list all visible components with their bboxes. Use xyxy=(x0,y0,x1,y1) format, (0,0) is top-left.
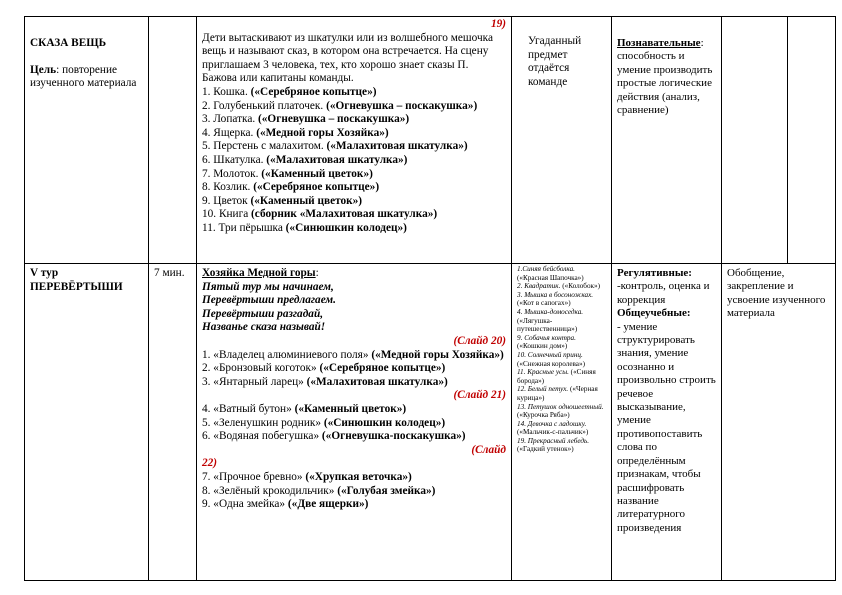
item-answer: («Огневушка – поскакушка») xyxy=(326,99,478,112)
host-label: Хозяйка Медной горы xyxy=(202,267,316,279)
example-answer: («Кот в сапогах») xyxy=(517,299,571,308)
list-item xyxy=(202,471,506,485)
list-item xyxy=(202,100,506,114)
content-cell xyxy=(197,17,512,264)
example-question: 11. Красные усы. xyxy=(517,368,571,377)
item-text: 4. Ящерка. xyxy=(202,126,257,139)
item-text: 11. Три пёрышка xyxy=(202,221,286,234)
uud-desc: : способность и умение производить простые логические действия (анализ, сравнение) xyxy=(617,37,713,117)
time-cell xyxy=(149,264,197,581)
uud-gen-label: Общеучебные: xyxy=(617,307,691,320)
student-cell xyxy=(512,17,612,264)
example-item xyxy=(517,334,606,351)
uud-reg-text: -контроль, оценка и коррекция xyxy=(617,280,710,306)
list-item xyxy=(202,430,506,444)
example-answer: («Красная Шапочка») xyxy=(517,273,584,282)
item-text: 1. Кошка. xyxy=(202,85,251,98)
poem-line: Названье сказа называй! xyxy=(202,321,326,334)
item-text: 6. Шкатулка. xyxy=(202,153,267,166)
list-item xyxy=(202,195,506,209)
example-answer: («Синяя борода») xyxy=(517,368,596,385)
item-text: 9. «Одна змейка» xyxy=(202,498,288,511)
stage-title: СКАЗА ВЕЩЬ xyxy=(30,37,107,49)
example-question: 12. Белый петух. xyxy=(517,385,571,394)
example-answer: («Черная курица») xyxy=(517,385,598,402)
item-answer: («Синюшкин колодец») xyxy=(323,416,446,429)
uud-label: Познавательные xyxy=(617,37,701,49)
example-answer: («Колобок») xyxy=(562,282,601,291)
example-item xyxy=(517,265,606,282)
item-text: 2. Голубенький платочек. xyxy=(202,99,327,112)
example-item xyxy=(517,282,606,291)
list-item xyxy=(202,168,506,182)
list-item xyxy=(202,498,506,512)
item-text: 1. «Владелец алюминиевого поля» xyxy=(202,348,372,361)
item-answer: («Медной горы Хозяйка») xyxy=(371,348,504,361)
item-text: 8. Козлик. xyxy=(202,181,254,194)
uud-text xyxy=(617,37,716,117)
item-answer: («Огневушка – поскакушка») xyxy=(258,113,410,126)
stage-title: ПЕРЕВЁРТЫШИ xyxy=(30,280,123,293)
items-list xyxy=(202,403,506,444)
list-item xyxy=(202,140,506,154)
list-item xyxy=(202,181,506,195)
item-answer: («Малахитовая шкатулка») xyxy=(266,153,408,166)
item-answer: («Серебряное копытце») xyxy=(319,362,446,375)
example-item xyxy=(517,403,606,420)
examples-list xyxy=(517,265,606,454)
slide-label: (Слайд 21) xyxy=(453,389,506,402)
lesson-table xyxy=(24,16,836,581)
item-answer: («Синюшкин колодец») xyxy=(285,221,407,234)
table-row xyxy=(25,17,836,264)
example-answer: («Гадкий утенок») xyxy=(517,445,574,454)
example-question: 13. Петушок одношеетный. xyxy=(517,402,604,411)
items-list xyxy=(202,86,506,236)
example-question: 14. Девочка с ладошку. xyxy=(517,419,587,428)
list-item xyxy=(202,485,506,499)
item-answer: («Медной горы Хозяйка») xyxy=(256,126,389,139)
item-answer: («Каменный цветок») xyxy=(250,194,363,207)
example-question: 10. Солнечный принц. xyxy=(517,350,583,359)
slide-label: (Слайд xyxy=(471,443,506,456)
item-text: 7. Молоток. xyxy=(202,167,262,180)
item-answer: («Хрупкая веточка») xyxy=(305,470,412,483)
list-item xyxy=(202,222,506,236)
item-text: 5. «Зеленушкин родник» xyxy=(202,416,324,429)
empty-cell xyxy=(722,17,788,264)
example-item xyxy=(517,368,606,385)
example-answer: («Кошкин дом») xyxy=(517,342,568,351)
uud-gen-text: - умение структурировать знания, умение осознанно и произвольно строить речевое высказывание, умение противопоставить слова по определённым признакам, чтобы расшифровать название литературного произведения xyxy=(617,320,716,534)
example-question: 4. Мышка-домоседка. xyxy=(517,307,584,316)
example-answer: («Курочка Ряба») xyxy=(517,411,570,420)
poem-line: Пятый тур мы начинаем, xyxy=(202,280,334,293)
list-item xyxy=(202,113,506,127)
item-answer: («Малахитовая шкатулка») xyxy=(326,140,468,153)
example-item xyxy=(517,420,606,437)
item-text: 8. «Зелёный крокодильчик» xyxy=(202,484,338,497)
example-item xyxy=(517,291,606,308)
example-question: 19. Прекрасный лебедь. xyxy=(517,436,590,445)
items-list xyxy=(202,349,506,390)
example-answer: («Мальчик-с-пальчик») xyxy=(517,428,589,437)
list-item xyxy=(202,208,506,222)
example-answer: («Снежная королева») xyxy=(517,359,585,368)
example-question: 1.Синяя бейсболка. xyxy=(517,265,575,273)
item-text: 5. Перстень с малахитом. xyxy=(202,140,327,153)
goal-text: : повторение изученного материала xyxy=(30,63,137,90)
time-cell xyxy=(149,17,197,264)
result-cell xyxy=(722,264,836,581)
stage-goal xyxy=(30,64,143,91)
list-item xyxy=(202,349,506,363)
uud-reg-label: Регулятивные: xyxy=(617,267,692,279)
item-text: 4. «Ватный бутон» xyxy=(202,402,295,415)
stage-cell xyxy=(25,264,149,581)
uud-cell xyxy=(612,17,722,264)
list-item xyxy=(202,376,506,390)
list-item xyxy=(202,417,506,431)
item-answer: («Каменный цветок») xyxy=(294,402,407,415)
tour-label: V тур xyxy=(30,267,59,279)
slide-label: 19) xyxy=(490,18,506,30)
item-answer: («Серебряное копытце») xyxy=(250,85,377,98)
host-line xyxy=(202,267,506,281)
example-item xyxy=(517,385,606,402)
time-value: 7 мин. xyxy=(154,267,185,279)
empty-cell xyxy=(788,17,836,264)
examples-cell xyxy=(512,264,612,581)
item-text: 9. Цветок xyxy=(202,194,251,207)
poem-line: Перевёртыши предлагаем. xyxy=(202,294,336,307)
content-cell xyxy=(197,264,512,581)
item-text: 7. «Прочное бревно» xyxy=(202,470,306,483)
list-item xyxy=(202,403,506,417)
item-answer: («Малахитовая шкатулка») xyxy=(306,375,448,388)
goal-label: Цель xyxy=(30,63,57,76)
stage-cell xyxy=(25,17,149,264)
item-text: 6. «Водяная побегушка» xyxy=(202,430,322,443)
item-answer: («Две ящерки») xyxy=(287,498,369,511)
table-row xyxy=(25,264,836,581)
item-text: 3. Лопатка. xyxy=(202,113,259,126)
slide-label: (Слайд 20) xyxy=(453,334,506,347)
host-colon: : xyxy=(315,267,319,279)
item-answer: («Серебряное копытце») xyxy=(253,181,380,194)
item-answer: («Голубая змейка») xyxy=(337,484,436,497)
uud-cell xyxy=(612,264,722,581)
list-item xyxy=(202,154,506,168)
list-item xyxy=(202,362,506,376)
list-item xyxy=(202,86,506,100)
intro-text: Дети вытаскивают из шкатулки или из волшебного мешочка вещь и называют сказ, в котором она встречается. На сцену приглашаем 3 человека, тех, кто хорошо знает сказы П. Бажова или капитаны команды. xyxy=(202,31,493,85)
poem xyxy=(202,281,506,335)
item-answer: («Каменный цветок») xyxy=(261,167,373,180)
items-list xyxy=(202,471,506,512)
example-item xyxy=(517,437,606,454)
item-text: 2. «Бронзовый коготок» xyxy=(202,362,320,375)
example-question: 2. Квадратик. xyxy=(517,282,563,291)
example-item xyxy=(517,308,606,334)
example-answer: («Лягушка-путешественница») xyxy=(517,316,578,334)
example-question: 3. Мышка в босоножках. xyxy=(517,290,594,299)
slide-label-cont: 22) xyxy=(202,457,218,470)
example-question: 9. Собачья контра. xyxy=(517,333,576,342)
item-text: 10. Книга xyxy=(202,208,252,221)
item-text: 3. «Янтарный ларец» xyxy=(202,375,307,388)
poem-line: Перевёртыши разгадай, xyxy=(202,307,324,320)
item-answer: («Огневушка-поскакушка») xyxy=(321,430,466,443)
result-text: Обобщение, закрепление и усвоение изученного материала xyxy=(727,267,826,320)
example-item xyxy=(517,351,606,368)
list-item xyxy=(202,127,506,141)
item-answer: (сборник «Малахитовая шкатулка») xyxy=(251,208,438,221)
student-text: Угаданный предмет отдаётся команде xyxy=(528,35,582,88)
